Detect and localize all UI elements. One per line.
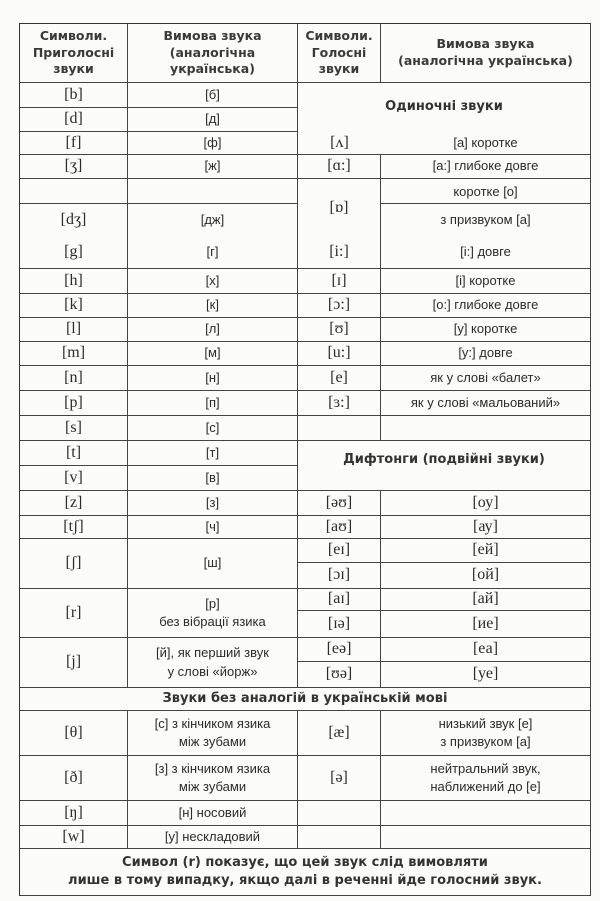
diphthong-symbol: [ʊə] [298,662,381,688]
consonant-symbol: [n] [20,366,128,391]
consonant-pronunciation: [л] [128,318,298,342]
empty-cell [298,826,381,849]
consonant-symbol: [ʒ] [20,155,128,179]
vowel-symbol: [ɒ] [298,179,381,237]
consonant-pronunciation: [з] з кінчиком язика між зубами [128,756,298,801]
vowel-symbol: [ɔ:] [298,294,381,318]
empty-cell [298,801,381,826]
consonant-pronunciation: [п] [128,391,298,416]
header-vowel-symbols: Символи. Голосні звуки [298,24,381,83]
consonant-symbol: [ʃ] [20,539,128,589]
consonant-symbol: [r] [20,589,128,638]
consonant-symbol: [k] [20,294,128,318]
vowel-symbol: [ʊ] [298,318,381,342]
consonant-symbol: [t] [20,441,128,466]
empty-cell [128,179,298,204]
vowel-pronunciation: [у] коротке [381,318,591,342]
consonant-pronunciation: [ч] [128,516,298,539]
vowel-symbol: [ɑ:] [298,155,381,179]
vowel-pronunciation: нейтральний звук, наближений до [е] [381,756,591,801]
consonant-pronunciation: [т] [128,441,298,466]
consonant-symbol: [f] [20,132,128,155]
consonant-symbol: [v] [20,466,128,491]
consonant-symbol: [h] [20,269,128,294]
diphthong-symbol: [ɔɪ] [298,563,381,589]
consonant-symbol: [g] [20,237,128,269]
empty-cell [381,826,591,849]
vowel-symbol: [e] [298,366,381,391]
consonant-pronunciation: [х] [128,269,298,294]
consonant-symbol: [dʒ] [20,204,128,237]
consonant-symbol: [θ] [20,711,128,756]
header-vowel-pronunciation: Вимова звука (аналогічна українська) [381,24,591,83]
vowel-pronunciation: як у слові «балет» [381,366,591,391]
header-consonant-pronunciation: Вимова звука (аналогічна українська) [128,24,298,83]
vowel-pronunciation: як у слові «мальований» [381,391,591,416]
diphthong-symbol: [aɪ] [298,589,381,611]
vowel-pronunciation: [у:] довге [381,342,591,366]
vowel-pronunciation: з призвуком [а] [381,204,591,237]
consonant-pronunciation: [к] [128,294,298,318]
consonant-pronunciation: [з] [128,491,298,516]
consonant-symbol: [z] [20,491,128,516]
vowel-symbol: [ʌ] [298,132,381,155]
vowel-symbol: [ə] [298,756,381,801]
empty-cell [381,801,591,826]
diphthongs-heading: Дифтонги (подвійні звуки) [298,441,591,491]
footer-note: Символ (r) показує, що цей звук слід вимовляти лише в тому випадку, якщо далі в реченні йде голосний звук. [20,849,591,896]
consonant-pronunciation: [н] [128,366,298,391]
consonant-pronunciation: [н] носовий [128,801,298,826]
diphthong-pronunciation: [оу] [381,491,591,516]
diphthong-symbol: [eə] [298,638,381,662]
consonant-pronunciation: [й], як перший звук у слові «йорж» [128,638,298,688]
vowel-pronunciation: [і] коротке [381,269,591,294]
vowel-pronunciation: низький звук [е] з призвуком [а] [381,711,591,756]
vowel-pronunciation: [а:] глибоке довге [381,155,591,179]
vowel-symbol: [æ] [298,711,381,756]
consonant-pronunciation: [с] [128,416,298,441]
diphthong-pronunciation: [уе] [381,662,591,688]
vowel-symbol: [i:] [298,237,381,269]
consonant-pronunciation: [с] з кінчиком язика між зубами [128,711,298,756]
diphthong-pronunciation: [еа] [381,638,591,662]
consonant-symbol: [s] [20,416,128,441]
single-vowels-heading: Одиночні звуки [298,83,591,132]
consonant-pronunciation: [д] [128,108,298,132]
vowel-pronunciation: коротке [о] [381,179,591,204]
consonant-pronunciation: [ш] [128,539,298,589]
empty-cell [381,416,591,441]
consonant-symbol: [w] [20,826,128,849]
consonant-pronunciation: [у] нескладовий [128,826,298,849]
vowel-pronunciation: [і:] довге [381,237,591,269]
diphthong-symbol: [ɪə] [298,611,381,638]
diphthong-symbol: [aʊ] [298,516,381,539]
no-analog-heading: Звуки без аналогій в українській мові [20,688,591,711]
consonant-symbol: [b] [20,83,128,108]
consonant-pronunciation: [дж] [128,204,298,237]
header-consonant-symbols: Символи. Приголосні звуки [20,24,128,83]
consonant-symbol: [tʃ] [20,516,128,539]
diphthong-pronunciation: [ие] [381,611,591,638]
vowel-symbol: [ɜ:] [298,391,381,416]
consonant-pronunciation: [б] [128,83,298,108]
vowel-pronunciation: [о:] глибоке довге [381,294,591,318]
consonant-pronunciation: [ф] [128,132,298,155]
diphthong-pronunciation: [ой] [381,563,591,589]
consonant-pronunciation: [в] [128,466,298,491]
empty-cell [298,416,381,441]
consonant-symbol: [l] [20,318,128,342]
diphthong-pronunciation: [ей] [381,539,591,563]
consonant-symbol: [j] [20,638,128,688]
consonant-symbol: [d] [20,108,128,132]
vowel-pronunciation: [а] коротке [381,132,591,155]
diphthong-symbol: [əʊ] [298,491,381,516]
diphthong-pronunciation: [ау] [381,516,591,539]
vowel-symbol: [ɪ] [298,269,381,294]
consonant-pronunciation: [м] [128,342,298,366]
consonant-symbol: [p] [20,391,128,416]
consonant-pronunciation: [ж] [128,155,298,179]
phonetics-table [19,23,591,896]
consonant-symbol: [m] [20,342,128,366]
diphthong-symbol: [eɪ] [298,539,381,563]
consonant-pronunciation: [р] без вібрації язика [128,589,298,638]
diphthong-pronunciation: [ай] [381,589,591,611]
vowel-symbol: [u:] [298,342,381,366]
consonant-symbol: [ŋ] [20,801,128,826]
consonant-pronunciation: [г] [128,237,298,269]
consonant-symbol: [ð] [20,756,128,801]
empty-cell [20,179,128,204]
